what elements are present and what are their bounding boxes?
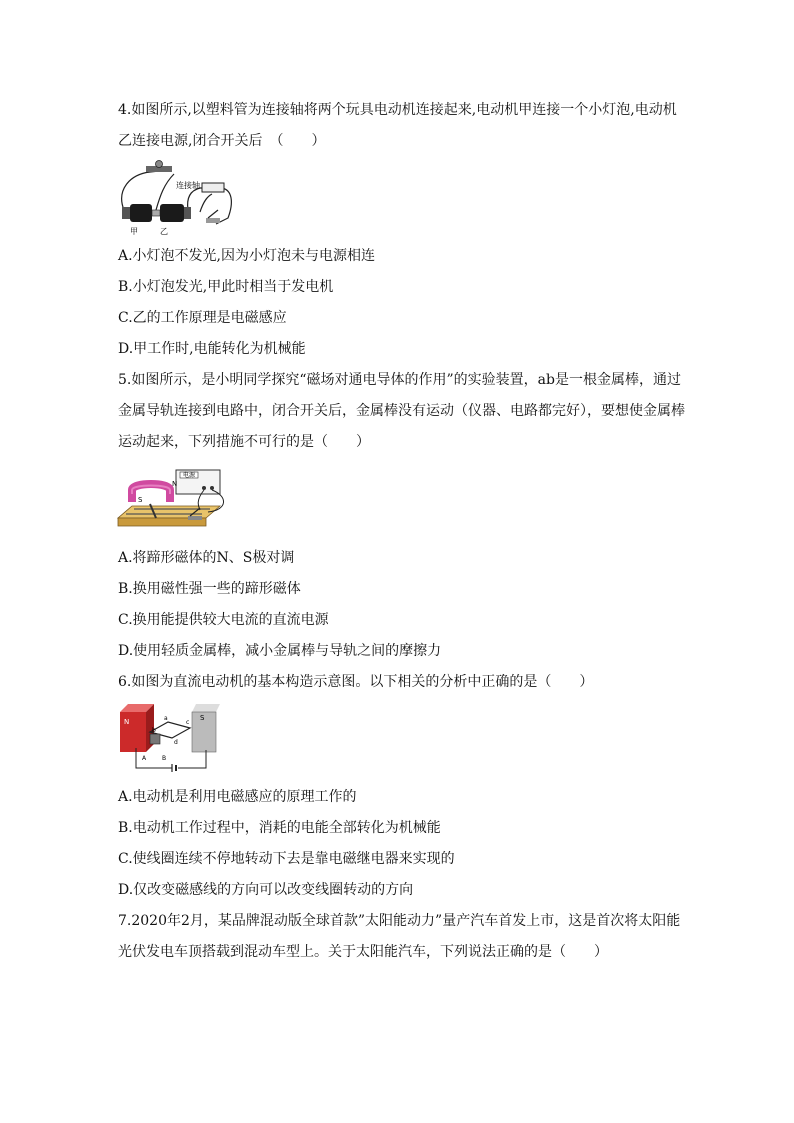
q5-option-d: D.使用轻质金属棒，减小金属棒与导轨之间的摩擦力 [118,643,442,659]
q4-option-c: C.乙的工作原理是电磁感应 [118,310,287,326]
q6-label-A: A [142,755,147,762]
q4-stem-line-1: 4.如图所示,以塑料管为连接轴将两个玩具电动机连接起来,电动机甲连接一个小灯泡,电动机 [118,102,677,118]
q5-label-n: N [172,480,178,488]
q5-option-a: A.将蹄形磁体的N、S极对调 [118,550,295,566]
q6-label-b: b [152,727,156,734]
q7-stem-line-2: 光伏发电车顶搭载到混动车型上。关于太阳能汽车，下列说法正确的是（ ） [118,944,608,960]
q5-stem-line-2: 金属导轨连接到电路中，闭合开关后，金属棒没有运动（仪器、电路都完好），要想使金属棒 [118,403,685,419]
q6-figure-dc-motor [116,702,224,780]
q4-option-b: B.小灯泡发光,甲此时相当于发电机 [118,279,334,295]
q4-label-jia: 甲 [130,227,138,236]
q6-label-s: S [200,714,205,722]
q4-option-a: A.小灯泡不发光,因为小灯泡未与电源相连 [118,248,376,264]
q6-stem-line-1: 6.如图为直流电动机的基本构造示意图。以下相关的分析中正确的是（ ） [118,674,594,690]
q5-stem-line-1: 5.如图所示，是小明同学探究“磁场对通电导体的作用”的实验装置，ab是一根金属棒，通过 [118,372,681,388]
q4-stem-line-2: 乙连接电源,闭合开关后 （ ） [118,133,326,149]
q5-option-c: C.换用能提供较大电流的直流电源 [118,612,329,628]
q6-label-c: c [186,719,190,726]
q5-label-power: 电源 [183,472,196,479]
q4-option-d: D.甲工作时,电能转化为机械能 [118,341,306,357]
q5-figure-apparatus [116,466,238,536]
q6-option-c: C.使线圈连续不停地转动下去是靠电磁继电器来实现的 [118,851,455,867]
q7-stem-line-1: 7.2020年2月，某品牌混动版全球首款”太阳能动力”量产汽车首发上市，这是首次将太阳能 [118,913,681,929]
q6-option-d: D.仅改变磁感线的方向可以改变线圈转动的方向 [118,882,414,898]
q5-label-s: S [138,496,143,504]
q4-figure-two-motors [116,160,238,240]
q6-option-a: A.电动机是利用电磁感应的原理工作的 [118,789,357,805]
q6-option-b: B.电动机工作过程中，消耗的电能全部转化为机械能 [118,820,441,836]
q5-option-b: B.换用磁性强一些的蹄形磁体 [118,581,301,597]
q6-label-d: d [174,739,178,746]
q4-label-axis: 连接轴 [176,181,200,190]
q4-label-yi: 乙 [160,227,168,236]
q6-label-a: a [164,715,168,722]
q6-label-n: N [124,718,130,726]
q5-stem-line-3: 运动起来，下列措施不可行的是（ ） [118,434,370,450]
q6-label-B: B [162,755,167,762]
